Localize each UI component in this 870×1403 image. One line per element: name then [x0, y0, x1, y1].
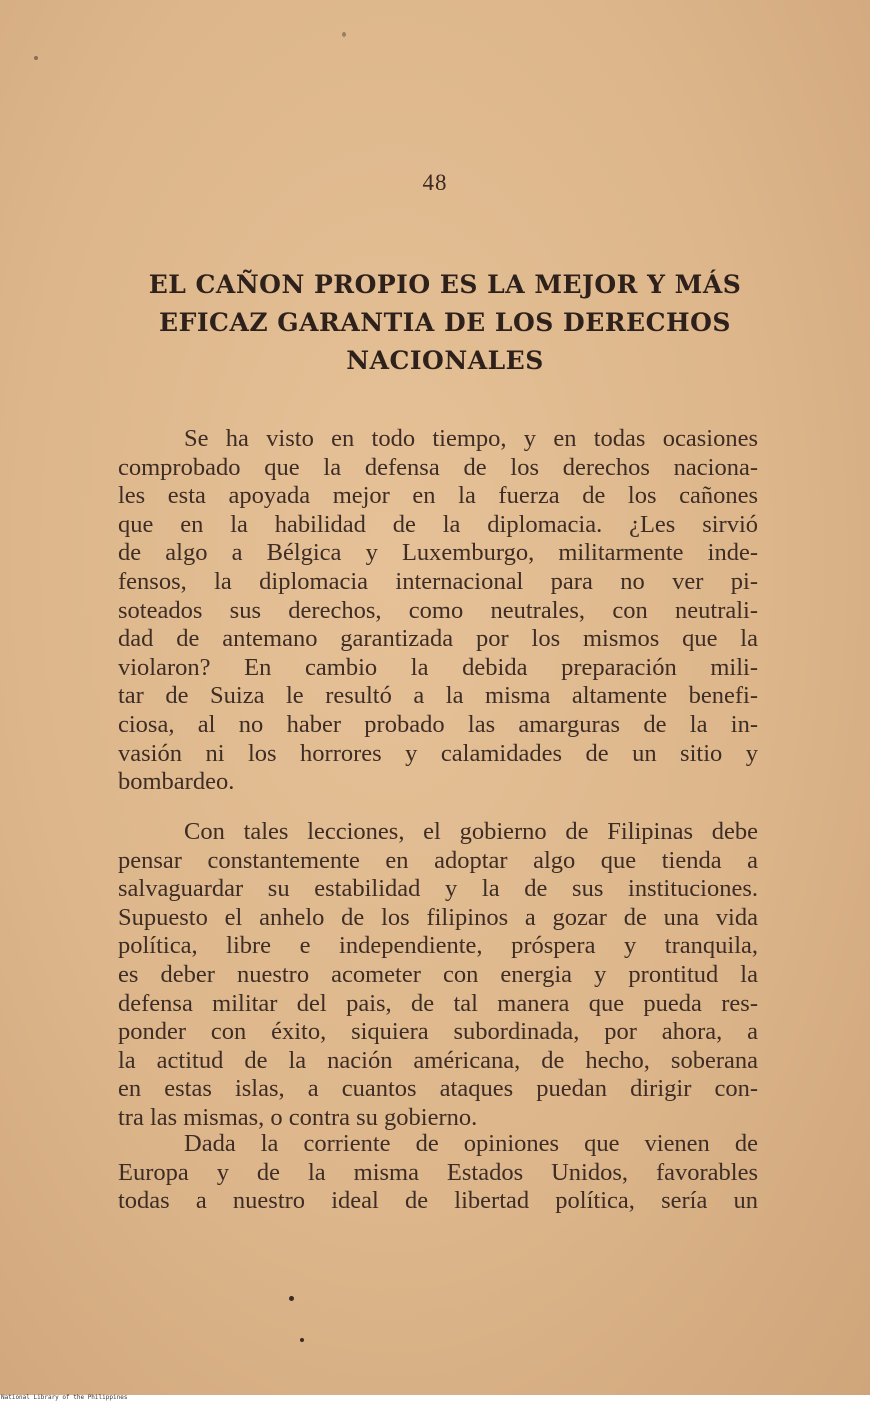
title-line: EFICAZ GARANTIA DE LOS DERECHOS: [159, 308, 731, 337]
chapter-title: [110, 266, 780, 380]
paragraph-2: [118, 818, 758, 1133]
text-line: Con tales lecciones, el gobierno de Filipinas debe: [184, 818, 758, 845]
text-line: les esta apoyada mejor en la fuerza de los cañones: [118, 482, 758, 510]
text-line: salvaguardar su estabilidad y la de sus instituciones.: [118, 875, 758, 903]
text-line: soteados sus derechos, como neutrales, con neutrali-: [118, 596, 758, 624]
text-line: política, libre e independiente, próspera y tranquila,: [118, 932, 758, 960]
text-line: Se ha visto en todo tiempo, y en todas ocasiones: [184, 425, 758, 452]
text-line: todas a nuestro ideal de libertad política, sería un: [118, 1187, 758, 1215]
text-line: pensar constantemente en adoptar algo que tienda a: [118, 846, 758, 874]
text-line: de algo a Bélgica y Luxemburgo, militarmente inde-: [118, 539, 758, 567]
footer-strip: [0, 1395, 870, 1403]
text-line: es deber nuestro acometer con energia y prontitud la: [118, 960, 758, 988]
text-line: ponder con éxito, siquiera subordinada, por ahora, a: [118, 1018, 758, 1046]
text-line: vasión ni los horrores y calamidades de un sitio y: [118, 739, 758, 767]
ink-speck: [300, 1338, 304, 1342]
ink-speck: [342, 32, 346, 37]
ink-speck: [289, 1296, 294, 1301]
footer-credit: National Library of the Philippines: [1, 1394, 128, 1401]
text-line: Dada la corriente de opiniones que vienen de: [184, 1130, 758, 1157]
paragraph-1: [118, 425, 758, 797]
text-line: ciosa, al no haber probado las amarguras de la in-: [118, 710, 758, 738]
text-line: que en la habilidad de la diplomacia. ¿Les sirvió: [118, 510, 758, 538]
text-line: comprobado que la defensa de los derechos naciona-: [118, 453, 758, 481]
text-line: tra las mismas, o contra su gobierno.: [118, 1103, 478, 1131]
text-line: tar de Suiza le resultó a la misma altamente benefi-: [118, 682, 758, 710]
title-line: EL CAÑON PROPIO ES LA MEJOR Y MÁS: [148, 270, 742, 299]
text-line: Europa y de la misma Estados Unidos, favorables: [118, 1158, 758, 1186]
text-line: en estas islas, a cuantos ataques puedan dirigir con-: [118, 1075, 758, 1103]
text-line: dad de antemano garantizada por los mismos que la: [118, 625, 758, 653]
text-line: defensa militar del pais, de tal manera que pueda res-: [118, 989, 758, 1017]
ink-speck: [34, 56, 38, 60]
text-line: Supuesto el anhelo de los filipinos a gozar de una vida: [118, 903, 758, 931]
text-line: bombardeo.: [118, 768, 235, 796]
text-line: la actitud de la nación américana, de hecho, soberana: [118, 1046, 758, 1074]
title-line: NACIONALES: [346, 346, 544, 375]
page-number: 48: [422, 170, 448, 195]
text-line: fensos, la diplomacia internacional para no ver pi-: [118, 567, 758, 595]
text-line: violaron? En cambio la debida preparación mili-: [118, 653, 758, 681]
paragraph-3: [118, 1130, 758, 1216]
